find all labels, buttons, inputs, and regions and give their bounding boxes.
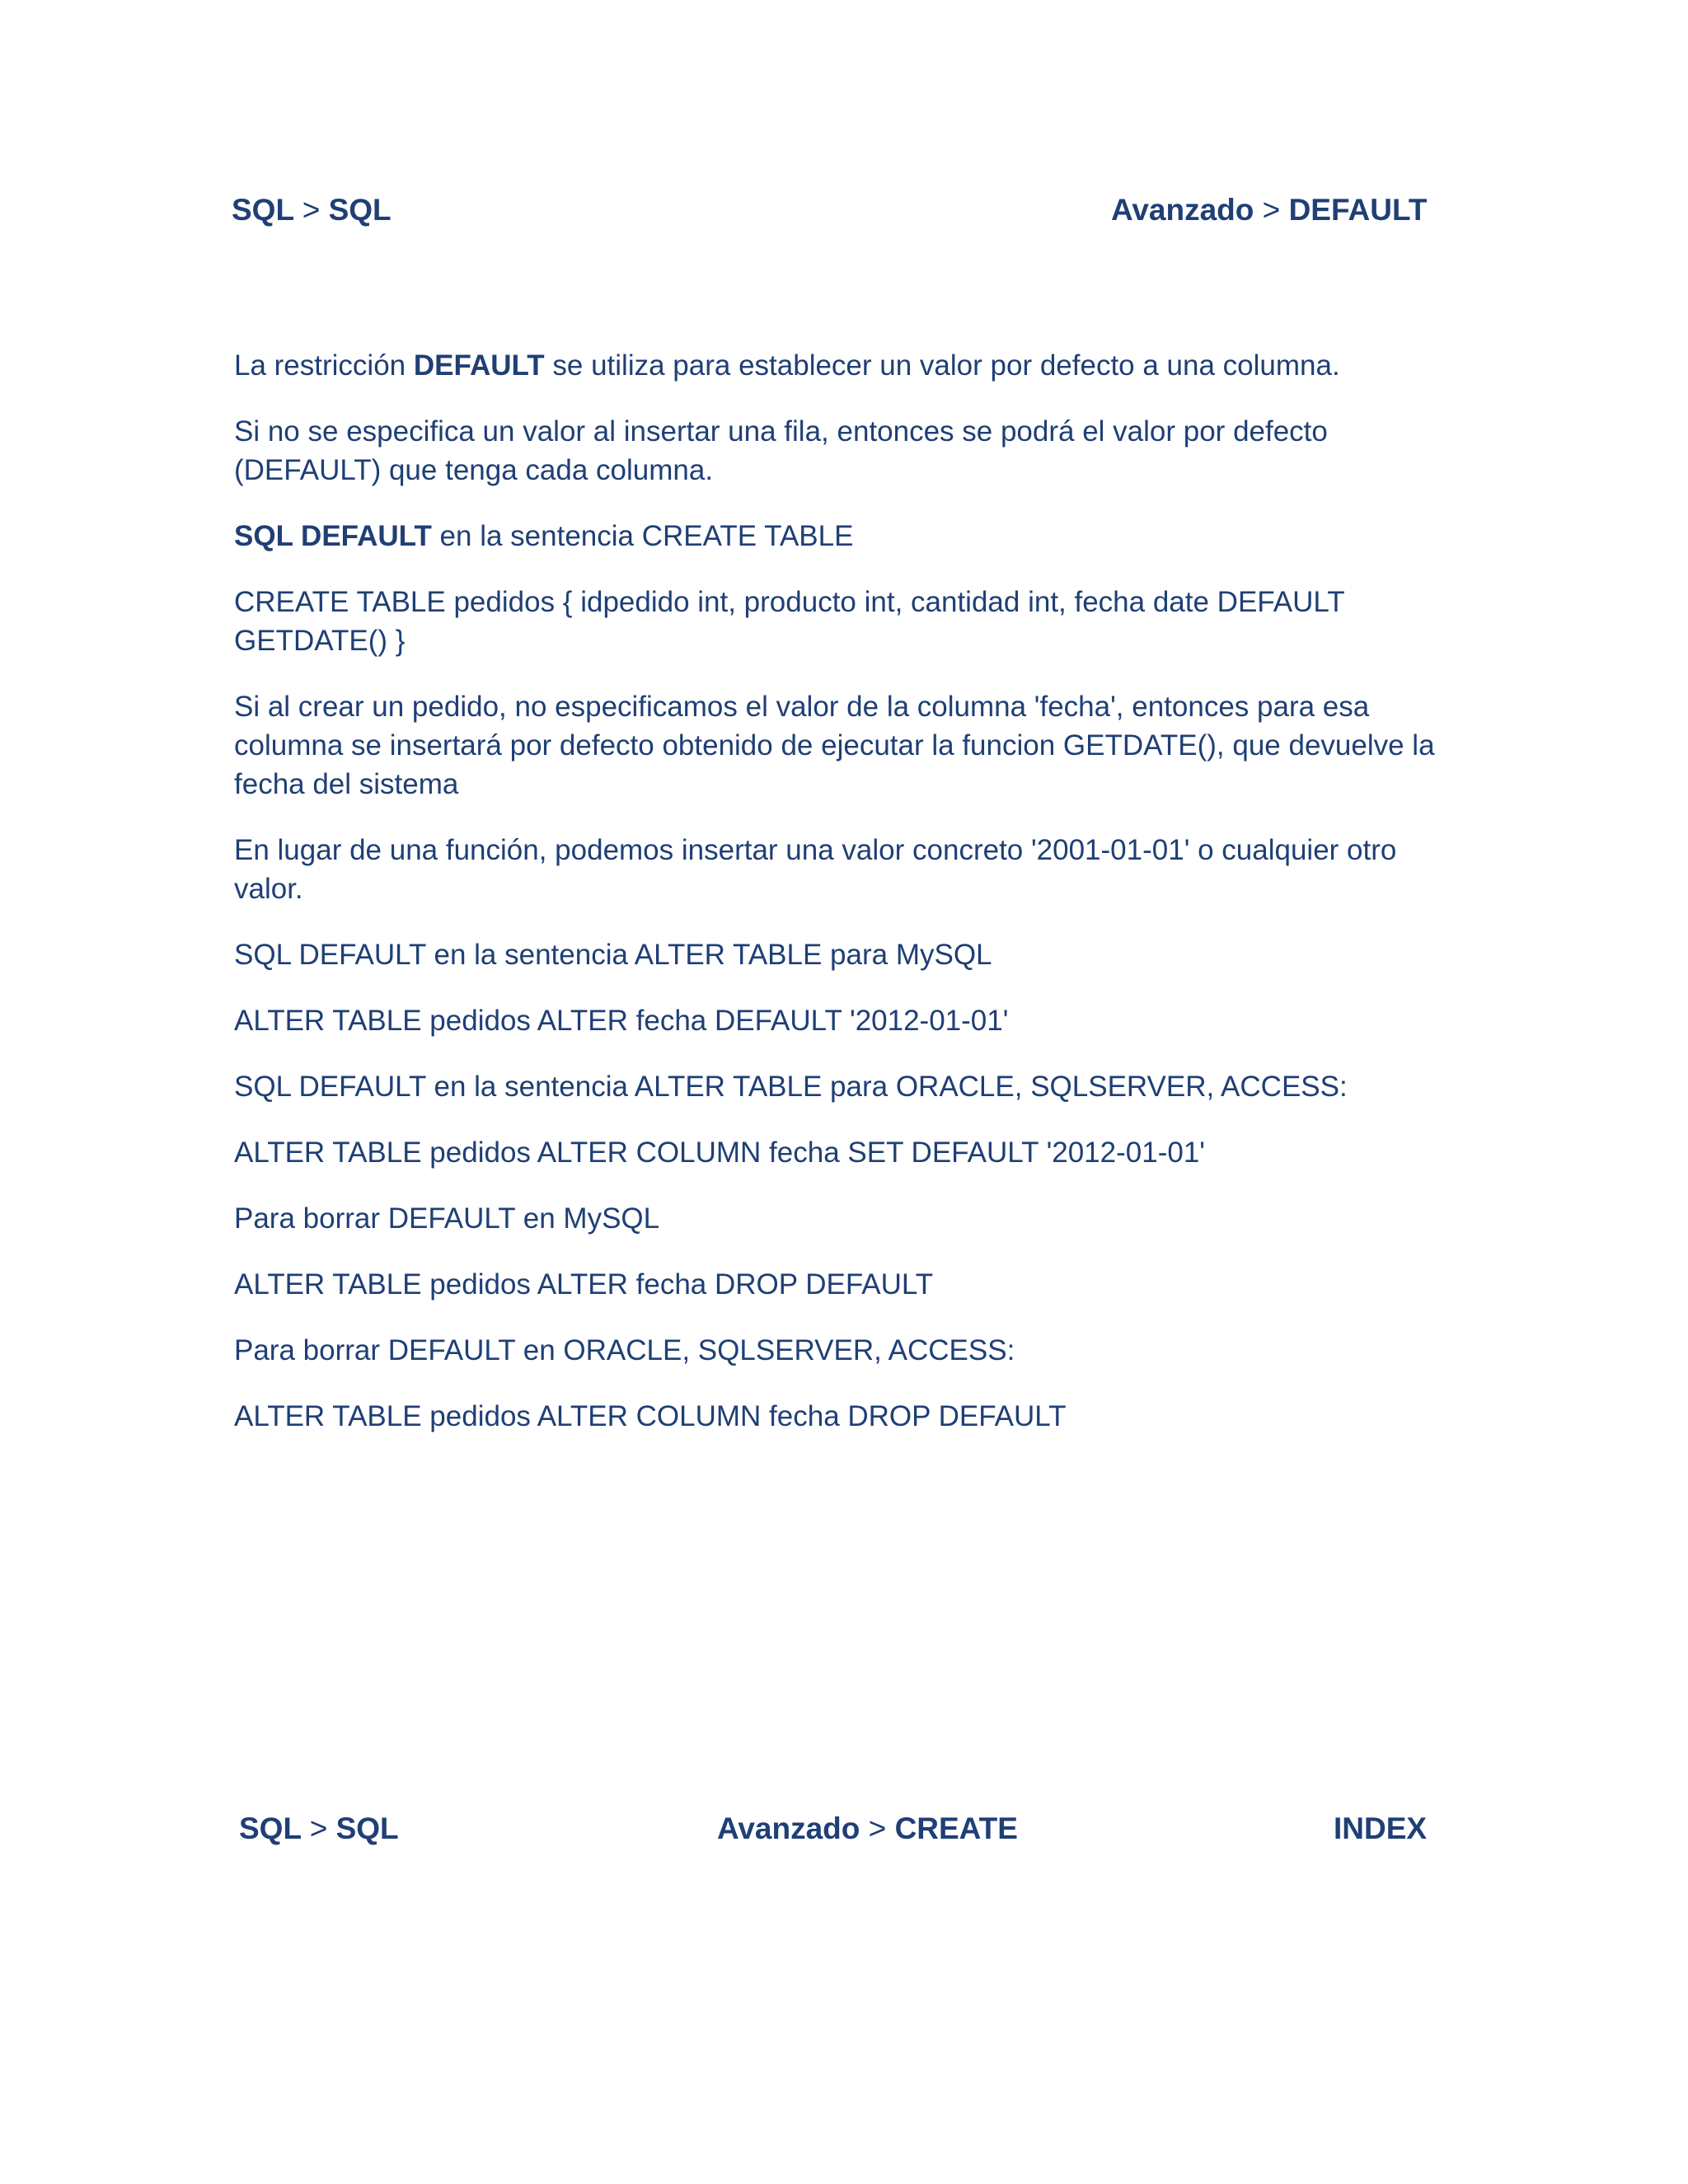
paragraph-drop-oracle-example: ALTER TABLE pedidos ALTER COLUMN fecha DROP DEFAULT	[234, 1400, 1067, 1432]
paragraph-alter-mysql-heading: SQL DEFAULT en la sentencia ALTER TABLE para MySQL	[234, 939, 992, 971]
header-right-part2: DEFAULT	[1288, 193, 1428, 227]
footer-index-link[interactable]: INDEX	[1334, 1811, 1428, 1845]
footer-left-separator: >	[309, 1811, 328, 1845]
paragraph-alter-mysql-example: ALTER TABLE pedidos ALTER fecha DEFAULT '2012-01-01'	[234, 1005, 1009, 1037]
paragraph-drop-mysql-example: ALTER TABLE pedidos ALTER fecha DROP DEFAULT	[234, 1268, 934, 1301]
p3-after: en la sentencia CREATE TABLE	[431, 520, 854, 552]
paragraph-intro	[234, 346, 1470, 385]
header-left-part2: SQL	[328, 193, 392, 227]
p1-after: se utiliza para establecer un valor por defecto a una columna.	[544, 349, 1340, 382]
header-right-part1: Avanzado	[1111, 193, 1254, 227]
footer-middle-part1: Avanzado	[717, 1811, 860, 1845]
paragraph-alter-oracle-heading: SQL DEFAULT en la sentencia ALTER TABLE para ORACLE, SQLSERVER, ACCESS:	[234, 1071, 1348, 1103]
footer-middle-part2: CREATE	[894, 1811, 1018, 1845]
paragraph-create-table-heading	[234, 517, 1470, 555]
header-breadcrumb-right[interactable]	[1111, 193, 1427, 227]
paragraph-concrete-value: En lugar de una función, podemos insertar una valor concreto '2001-01-01' o cualquier otro valor.	[234, 834, 1397, 905]
paragraph-getdate-explanation: Si al crear un pedido, no especificamos el valor de la columna 'fecha', entonces para esa columna se insertará por defecto obtenido de ejecutar la funcion GETDATE(), que devuelve la fecha del sistema	[234, 691, 1435, 800]
header-left-part1: SQL	[232, 193, 294, 227]
p3-bold: SQL DEFAULT	[234, 520, 432, 552]
paragraph-alter-oracle-example: ALTER TABLE pedidos ALTER COLUMN fecha SET DEFAULT '2012-01-01'	[234, 1137, 1205, 1169]
footer-breadcrumb-left[interactable]	[239, 1811, 399, 1846]
header-left-separator: >	[302, 193, 321, 227]
paragraph-insert-explanation: Si no se especifica un valor al insertar una fila, entonces se podrá el valor por defecto (DEFAULT) que tenga cada columna.	[234, 415, 1328, 486]
footer-left-part2: SQL	[335, 1811, 399, 1845]
p1-before: La restricción	[234, 349, 414, 382]
footer-middle-separator: >	[868, 1811, 887, 1845]
p1-bold: DEFAULT	[413, 349, 545, 382]
paragraph-drop-mysql-heading: Para borrar DEFAULT en MySQL	[234, 1202, 660, 1235]
paragraph-drop-oracle-heading: Para borrar DEFAULT en ORACLE, SQLSERVER, ACCESS:	[234, 1334, 1015, 1366]
article-body	[234, 346, 1470, 1463]
header-right-separator: >	[1262, 193, 1281, 227]
footer-left-part1: SQL	[239, 1811, 302, 1845]
footer-breadcrumb-middle[interactable]	[717, 1811, 1018, 1846]
header-breadcrumb-left[interactable]	[232, 193, 392, 227]
paragraph-create-table-example: CREATE TABLE pedidos { idpedido int, producto int, cantidad int, fecha date DEFAULT GETDATE() }	[234, 586, 1344, 657]
